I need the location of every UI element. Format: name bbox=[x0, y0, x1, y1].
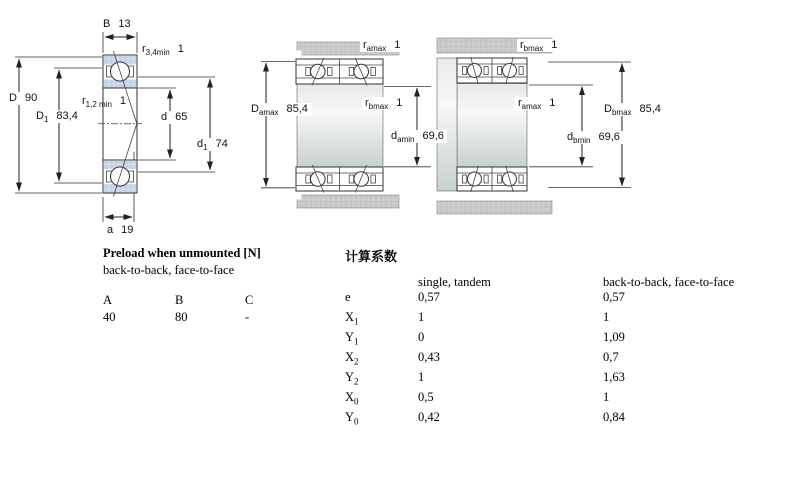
factor-symbol: $X_2$ bbox=[345, 350, 359, 367]
dim-label-B: B 13 bbox=[103, 18, 131, 30]
factor-value: 0,57 bbox=[603, 290, 625, 305]
dim-label-d1: $d_1$ 74 bbox=[194, 138, 231, 151]
preload-value: - bbox=[245, 310, 250, 324]
preload-col-header: B bbox=[175, 293, 184, 307]
preload-value: 80 bbox=[175, 310, 188, 324]
figure-single-bearing-section bbox=[15, 32, 215, 222]
preload-col-header: A bbox=[103, 293, 113, 307]
factor-value: 0,84 bbox=[603, 409, 625, 424]
factor-value: 1 bbox=[603, 310, 610, 325]
factor-value: 0,43 bbox=[418, 350, 440, 365]
factor-value: 0 bbox=[418, 330, 425, 345]
factor-symbol: $X_1$ bbox=[345, 310, 359, 327]
preload-col-header: C bbox=[245, 293, 254, 307]
figure-mounted-pair-a bbox=[261, 42, 431, 208]
factor-value: 1,09 bbox=[603, 330, 625, 345]
dim-label-a: a 19 bbox=[107, 224, 134, 236]
dim-label-Damax: $D_{amax}$ 85,4 bbox=[248, 103, 311, 116]
dim-label-dbmin: $d_{bmin}$ 69,6 bbox=[564, 131, 623, 144]
housing-block bbox=[297, 195, 399, 208]
factor-value: 1 bbox=[418, 310, 425, 325]
preload-title: Preload when unmounted [N] bbox=[103, 246, 261, 260]
factor-value: 0,5 bbox=[418, 389, 434, 404]
factor-symbol: $Y_1$ bbox=[345, 330, 359, 347]
factor-value: 1,63 bbox=[603, 370, 625, 385]
factor-symbol: $Y_2$ bbox=[345, 370, 359, 387]
dim-label-damin: $d_{amin}$ 69,6 bbox=[388, 130, 447, 143]
dim-label-ramax-a: $r_{amax}$ 1 bbox=[360, 39, 403, 52]
factor-value: 0,7 bbox=[603, 350, 619, 365]
factors-title: 计算系数 bbox=[345, 250, 398, 265]
factors-col2-header: back-to-back, face-to-face bbox=[603, 275, 735, 289]
dim-label-D1: $D_1$ 83,4 bbox=[33, 110, 81, 123]
dim-label-r12: $r_{1,2 min}$ 1 bbox=[82, 95, 127, 110]
bearing-pair-top bbox=[457, 57, 527, 84]
factors-col1-header: single, tandem bbox=[418, 275, 491, 289]
factor-symbol: $Y_0$ bbox=[345, 409, 359, 427]
dim-label-r34: $r_{3,4min}$ 1 bbox=[142, 43, 184, 58]
dim-label-rbmax-a: $r_{bmax}$ 1 bbox=[362, 97, 405, 110]
bearing-pair-bottom bbox=[457, 166, 527, 192]
factor-symbol: $X_0$ bbox=[345, 389, 359, 407]
factor-value: 1 bbox=[603, 389, 610, 404]
housing-block bbox=[437, 201, 552, 214]
dim-label-ramax-b: $r_{amax}$ 1 bbox=[515, 97, 558, 110]
dim-label-D: D 90 bbox=[6, 92, 40, 105]
factor-value: 0,42 bbox=[418, 409, 440, 424]
calculation-factors-table bbox=[345, 246, 795, 430]
figure-mounted-pair-b bbox=[437, 38, 631, 214]
dim-label-Dbmax: $D_{bmax}$ 85,4 bbox=[601, 103, 664, 116]
factor-value: 0,57 bbox=[418, 290, 440, 305]
factor-symbol: e bbox=[345, 290, 351, 305]
bearing-pair-top bbox=[296, 58, 383, 86]
preload-subtitle: back-to-back, face-to-face bbox=[103, 263, 235, 277]
dim-label-d: d 65 bbox=[158, 111, 190, 124]
bearing-pair-bottom bbox=[296, 165, 383, 193]
dim-label-rbmax-b: $r_{bmax}$ 1 bbox=[517, 39, 560, 52]
shaft-shoulder bbox=[437, 58, 457, 191]
preload-value: 40 bbox=[103, 310, 116, 324]
preload-table bbox=[103, 246, 333, 325]
factor-value: 1 bbox=[418, 370, 425, 385]
